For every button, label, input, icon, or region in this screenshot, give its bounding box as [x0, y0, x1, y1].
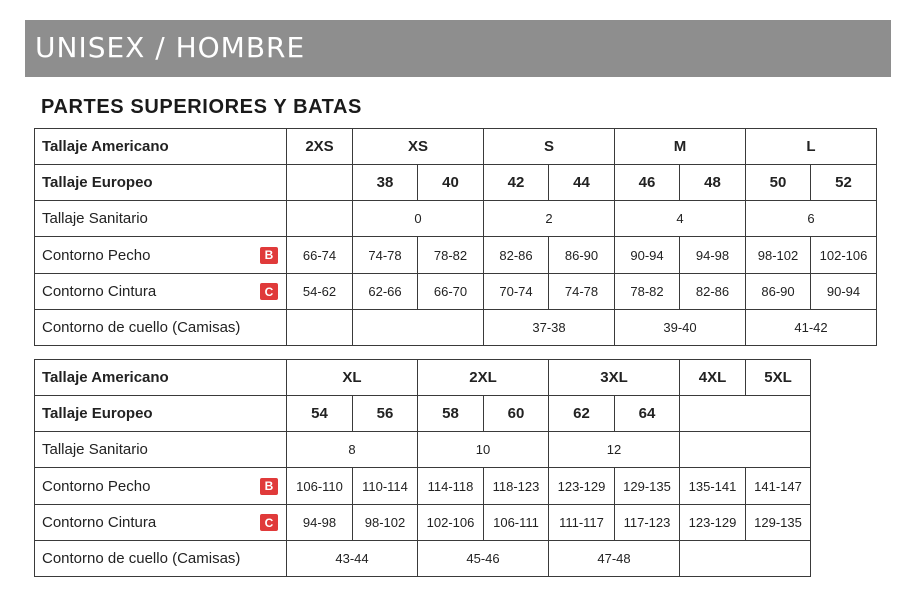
chest-row	[35, 468, 811, 505]
empty-cell	[680, 396, 811, 432]
us-size-cell: 4XL	[680, 360, 746, 396]
waist-badge-icon: C	[260, 514, 278, 531]
row-label-eu: Tallaje Europeo	[35, 396, 287, 432]
waist-label: Contorno Cintura	[42, 283, 157, 300]
us-size-cell: 3XL	[549, 360, 680, 396]
chest-cell: 78-82	[418, 237, 484, 274]
waist-cell: 66-70	[418, 274, 484, 310]
chest-label: Contorno Pecho	[42, 477, 151, 495]
row-label-sanitary: Tallaje Sanitario	[35, 201, 287, 237]
size-table-1	[34, 128, 877, 346]
us-size-cell: XS	[353, 129, 484, 165]
empty-cell	[287, 310, 353, 346]
us-size-cell: 2XS	[287, 129, 353, 165]
row-label-waist	[35, 274, 287, 310]
chest-cell: 123-129	[549, 468, 615, 505]
waist-cell: 54-62	[287, 274, 353, 310]
waist-cell: 123-129	[680, 505, 746, 541]
row-label-neck: Contorno de cuello (Camisas)	[35, 310, 287, 346]
neck-cell: 37-38	[484, 310, 615, 346]
row-label-chest	[35, 468, 287, 505]
chest-label: Contorno Pecho	[42, 246, 151, 264]
sanitary-size-row	[35, 432, 811, 468]
waist-cell: 74-78	[549, 274, 615, 310]
chest-cell: 102-106	[811, 237, 877, 274]
waist-cell: 98-102	[353, 505, 418, 541]
chest-cell: 114-118	[418, 468, 484, 505]
eu-size-cell: 50	[746, 165, 811, 201]
neck-cell: 45-46	[418, 541, 549, 577]
eu-size-row	[35, 165, 877, 201]
eu-size-cell: 54	[287, 396, 353, 432]
neck-cell: 41-42	[746, 310, 877, 346]
sanitary-size-cell: 2	[484, 201, 615, 237]
us-size-row	[35, 360, 811, 396]
size-table-2	[34, 359, 811, 577]
us-size-cell: 5XL	[746, 360, 811, 396]
eu-size-cell: 64	[615, 396, 680, 432]
waist-cell: 90-94	[811, 274, 877, 310]
section-title: PARTES SUPERIORES Y BATAS	[41, 96, 362, 118]
us-size-cell: L	[746, 129, 877, 165]
us-size-cell: M	[615, 129, 746, 165]
row-label-neck: Contorno de cuello (Camisas)	[35, 541, 287, 577]
waist-cell: 86-90	[746, 274, 811, 310]
row-label-waist	[35, 505, 287, 541]
waist-cell: 62-66	[353, 274, 418, 310]
eu-size-cell: 62	[549, 396, 615, 432]
chest-cell: 90-94	[615, 237, 680, 274]
waist-cell: 82-86	[680, 274, 746, 310]
waist-cell: 111-117	[549, 505, 615, 541]
chest-cell: 135-141	[680, 468, 746, 505]
empty-cell	[680, 432, 811, 468]
row-label-eu: Tallaje Europeo	[35, 165, 287, 201]
eu-size-row	[35, 396, 811, 432]
chest-cell: 110-114	[353, 468, 418, 505]
neck-row	[35, 310, 877, 346]
eu-size-cell: 46	[615, 165, 680, 201]
sanitary-size-row	[35, 201, 877, 237]
eu-size-cell: 58	[418, 396, 484, 432]
us-size-cell: 2XL	[418, 360, 549, 396]
eu-size-cell: 48	[680, 165, 746, 201]
eu-size-cell: 40	[418, 165, 484, 201]
eu-size-cell: 42	[484, 165, 549, 201]
eu-size-cell: 44	[549, 165, 615, 201]
row-label-sanitary: Tallaje Sanitario	[35, 432, 287, 468]
neck-cell: 43-44	[287, 541, 418, 577]
chest-cell: 74-78	[353, 237, 418, 274]
waist-cell: 78-82	[615, 274, 680, 310]
banner-title: UNISEX / HOMBRE	[35, 31, 306, 64]
us-size-row	[35, 129, 877, 165]
chest-cell: 106-110	[287, 468, 353, 505]
us-size-cell: S	[484, 129, 615, 165]
eu-size-cell: 60	[484, 396, 549, 432]
waist-cell: 106-111	[484, 505, 549, 541]
chest-cell: 66-74	[287, 237, 353, 274]
neck-cell: 47-48	[549, 541, 680, 577]
waist-cell: 94-98	[287, 505, 353, 541]
sanitary-size-cell: 4	[615, 201, 746, 237]
waist-cell: 70-74	[484, 274, 549, 310]
neck-row	[35, 541, 811, 577]
sanitary-size-cell: 0	[353, 201, 484, 237]
chest-cell: 98-102	[746, 237, 811, 274]
waist-row	[35, 505, 811, 541]
sanitary-size-cell: 8	[287, 432, 418, 468]
chest-badge-icon: B	[260, 478, 278, 495]
chest-row	[35, 237, 877, 274]
empty-cell	[680, 541, 811, 577]
eu-size-cell: 38	[353, 165, 418, 201]
waist-cell: 102-106	[418, 505, 484, 541]
sanitary-size-cell: 12	[549, 432, 680, 468]
sanitary-size-cell: 6	[746, 201, 877, 237]
waist-badge-icon: C	[260, 283, 278, 300]
neck-cell: 39-40	[615, 310, 746, 346]
chest-cell: 129-135	[615, 468, 680, 505]
eu-size-cell: 52	[811, 165, 877, 201]
sanitary-size-cell: 10	[418, 432, 549, 468]
chest-cell: 94-98	[680, 237, 746, 274]
chest-badge-icon: B	[260, 247, 278, 264]
chest-cell: 118-123	[484, 468, 549, 505]
chest-cell: 141-147	[746, 468, 811, 505]
chest-cell: 82-86	[484, 237, 549, 274]
waist-cell: 129-135	[746, 505, 811, 541]
empty-cell	[353, 310, 484, 346]
eu-size-cell: 56	[353, 396, 418, 432]
us-size-cell: XL	[287, 360, 418, 396]
waist-row	[35, 274, 877, 310]
waist-cell: 117-123	[615, 505, 680, 541]
empty-cell	[287, 165, 353, 201]
waist-label: Contorno Cintura	[42, 514, 157, 531]
header-banner	[25, 20, 891, 77]
row-label-us: Tallaje Americano	[35, 360, 287, 396]
row-label-us: Tallaje Americano	[35, 129, 287, 165]
row-label-chest	[35, 237, 287, 274]
chest-cell: 86-90	[549, 237, 615, 274]
empty-cell	[287, 201, 353, 237]
